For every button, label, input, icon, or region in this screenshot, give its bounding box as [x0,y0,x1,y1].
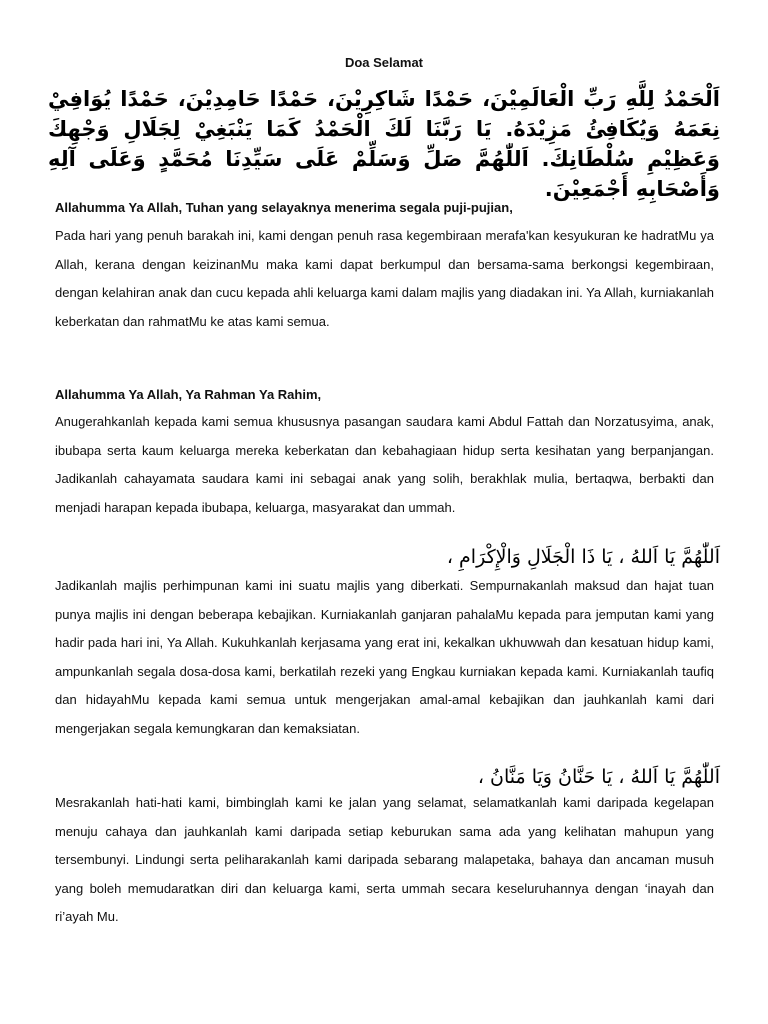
paragraph-4: Mesrakanlah hati-hati kami, bimbinglah kami ke jalan yang selamat, selamatkanlah kami daripada kegelapan menuju cahaya dan jauhkanlah kami daripada setiap keburukan sama ada yang kelihatan mahupun yang tersembunyi. Lindungi serta peliharakanlah kami daripada sebarang malapetaka, bahaya dan ancaman musuh yang boleh memudaratkan diri dan keluarga kami, serta ummah secara keseluruhannya dengan ‘inayah dan ri’ayah Mu. [55,795,714,924]
paragraph-2: Anugerahkanlah kepada kami semua khususnya pasangan saudara kami Abdul Fattah dan Norzatusyima, anak, ibubapa serta kaum keluarga mereka keberkatan dan kebahagiaan hidup serta kesihatan yang berpanjangan. Jadikanlah cahayamata saudara kami ini sebagai anak yang solih, berakhlak mulia, bertaqwa, berbakti dan menjadi harapan kepada ibubapa, keluarga, masyarakat dan ummah. [55,414,714,515]
section-heading-1: Allahumma Ya Allah, Tuhan yang selayaknya menerima segala puji-pujian, [55,200,513,215]
paragraph-3: Jadikanlah majlis perhimpunan kami ini suatu majlis yang diberkati. Sempurnakanlah maksud dan hajat tuan punya majlis ini dengan beberapa kebajikan. Kurniakanlah ganjaran pahalaMu kepada para jemputan kami yang hadir pada hari ini, Ya Allah. Kukuhkanlah kerjasama yang erat ini, kekalkan ukhuwwah dan kesatuan hidup kami, ampunkanlah segala dosa-dosa kami, berkatilah rezeki yang Engkau kurniakan kepada kami. Kurniakanlah taufiq dan hidayahMu kepada kami semua untuk mengerjakan amal-amal kebajikan dan jauhkanlah kami dari mengerjakan segala kemungkaran dan kemaksiatan. [55,578,714,736]
arabic-invocation-2: اَللّٰهُمَّ يَا اَللهُ ، يَا حَنَّانُ وَيَا مَنَّانُ ، [477,766,720,788]
arabic-opening-prayer: اَلْحَمْدُ لِلَّهِ رَبِّ الْعَالَمِيْنَ، حَمْدًا شَاكِرِيْنَ، حَمْدًا حَامِدِيْنَ، حَمْدًا يُوَافِيْ نِعَمَهُ وَيُكَافِئُ مَزِيْدَهُ. يَا رَبَّنَا لَكَ الْحَمْدُ كَمَا يَنْبَغِيْ لِجَلَالِ وَجْهِكَ وَعَظِيْمِ سُلْطَانِكَ. اَللّٰهُمَّ صَلِّ وَسَلِّمْ عَلَى سَيِّدِنَا مُحَمَّدٍ وَعَلَى آلِهِ وَأَصْحَابِهِ أَجْمَعِيْنَ. [48,87,720,201]
arabic-invocation-1: اَللّٰهُمَّ يَا اَللهُ ، يَا ذَا الْجَلَالِ وَالْإِكْرَامِ ، [446,546,720,568]
paragraph-1: Pada hari yang penuh barakah ini, kami dengan penuh rasa kegembiraan merafa'kan kesyukuran ke hadratMu ya Allah, kerana dengan keizinanMu maka kami dapat berkumpul dan bersama-sama berkongsi kegembiraan, dengan kelahiran anak dan cucu kepada ahli keluarga kami dalam majlis yang diadakan ini. Ya Allah, kurniakanlah keberkatan dan rahmatMu ke atas kami semua. [55,228,714,329]
document-title: Doa Selamat [344,55,424,70]
section-heading-2: Allahumma Ya Allah, Ya Rahman Ya Rahim, [55,387,322,402]
